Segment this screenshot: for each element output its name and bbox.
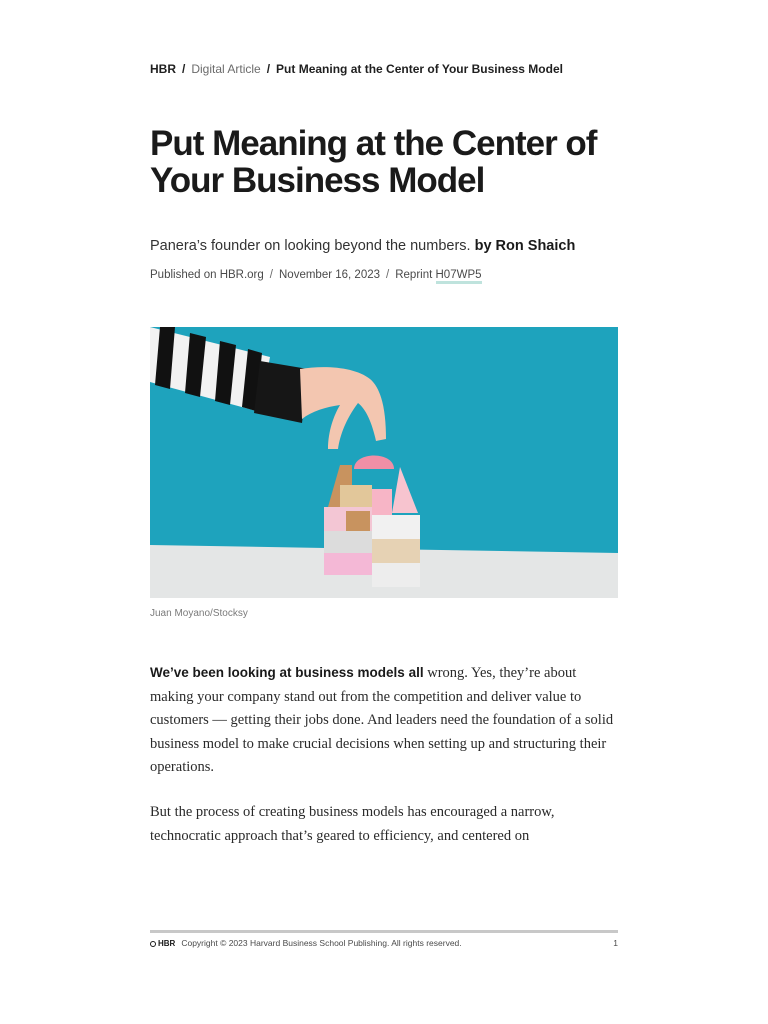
hbr-logo xyxy=(150,939,175,948)
image-credit: Juan Moyano/Stocksy xyxy=(150,608,248,619)
article-title: Put Meaning at the Center of Your Business Model xyxy=(150,124,597,200)
paragraph-text: wrong. Yes, they’re about making your company stand out from the competition and deliver value to customers — getting their jobs done. And leaders need the foundation of a solid business model to make crucial decisions when setting up and structuring their operations. xyxy=(150,665,614,775)
footer-divider xyxy=(150,930,618,933)
article-dek xyxy=(150,237,575,255)
meta-separator: / xyxy=(269,269,273,281)
hbr-logo-icon xyxy=(150,941,156,947)
published-on: Published on HBR.org xyxy=(150,269,264,281)
hero-image xyxy=(150,327,618,598)
reprint-label: Reprint xyxy=(395,269,433,281)
breadcrumb-home-link[interactable]: HBR xyxy=(150,62,176,76)
article-paragraph-2: But the process of creating business models has encouraged a narrow, technocratic approach that’s geared to efficiency, and centered on xyxy=(150,804,555,844)
publication-meta xyxy=(150,268,482,283)
page-number: 1 xyxy=(613,938,618,948)
breadcrumb-separator: / xyxy=(182,62,186,76)
breadcrumb xyxy=(150,61,563,77)
breadcrumb-section-link[interactable]: Digital Article xyxy=(191,62,261,76)
breadcrumb-current: Put Meaning at the Center of Your Business Model xyxy=(276,62,563,76)
publish-date: November 16, 2023 xyxy=(279,269,381,281)
article-paragraph-1 xyxy=(150,661,620,780)
paragraph-lead: We’ve been looking at business models all xyxy=(150,665,424,680)
author-byline[interactable]: by Ron Shaich xyxy=(474,238,576,254)
page-footer xyxy=(150,937,618,950)
hero-illustration xyxy=(150,327,618,598)
article-page xyxy=(150,0,618,1024)
dek-text: Panera’s founder on looking beyond the numbers. xyxy=(150,238,471,254)
reprint-code-link[interactable]: H07WP5 xyxy=(436,269,482,284)
meta-separator: / xyxy=(386,269,390,281)
footer-logo-text: HBR xyxy=(158,939,176,948)
breadcrumb-separator: / xyxy=(266,62,271,76)
copyright-text: Copyright © 2023 Harvard Business School Publishing. All rights reserved. xyxy=(181,938,462,948)
